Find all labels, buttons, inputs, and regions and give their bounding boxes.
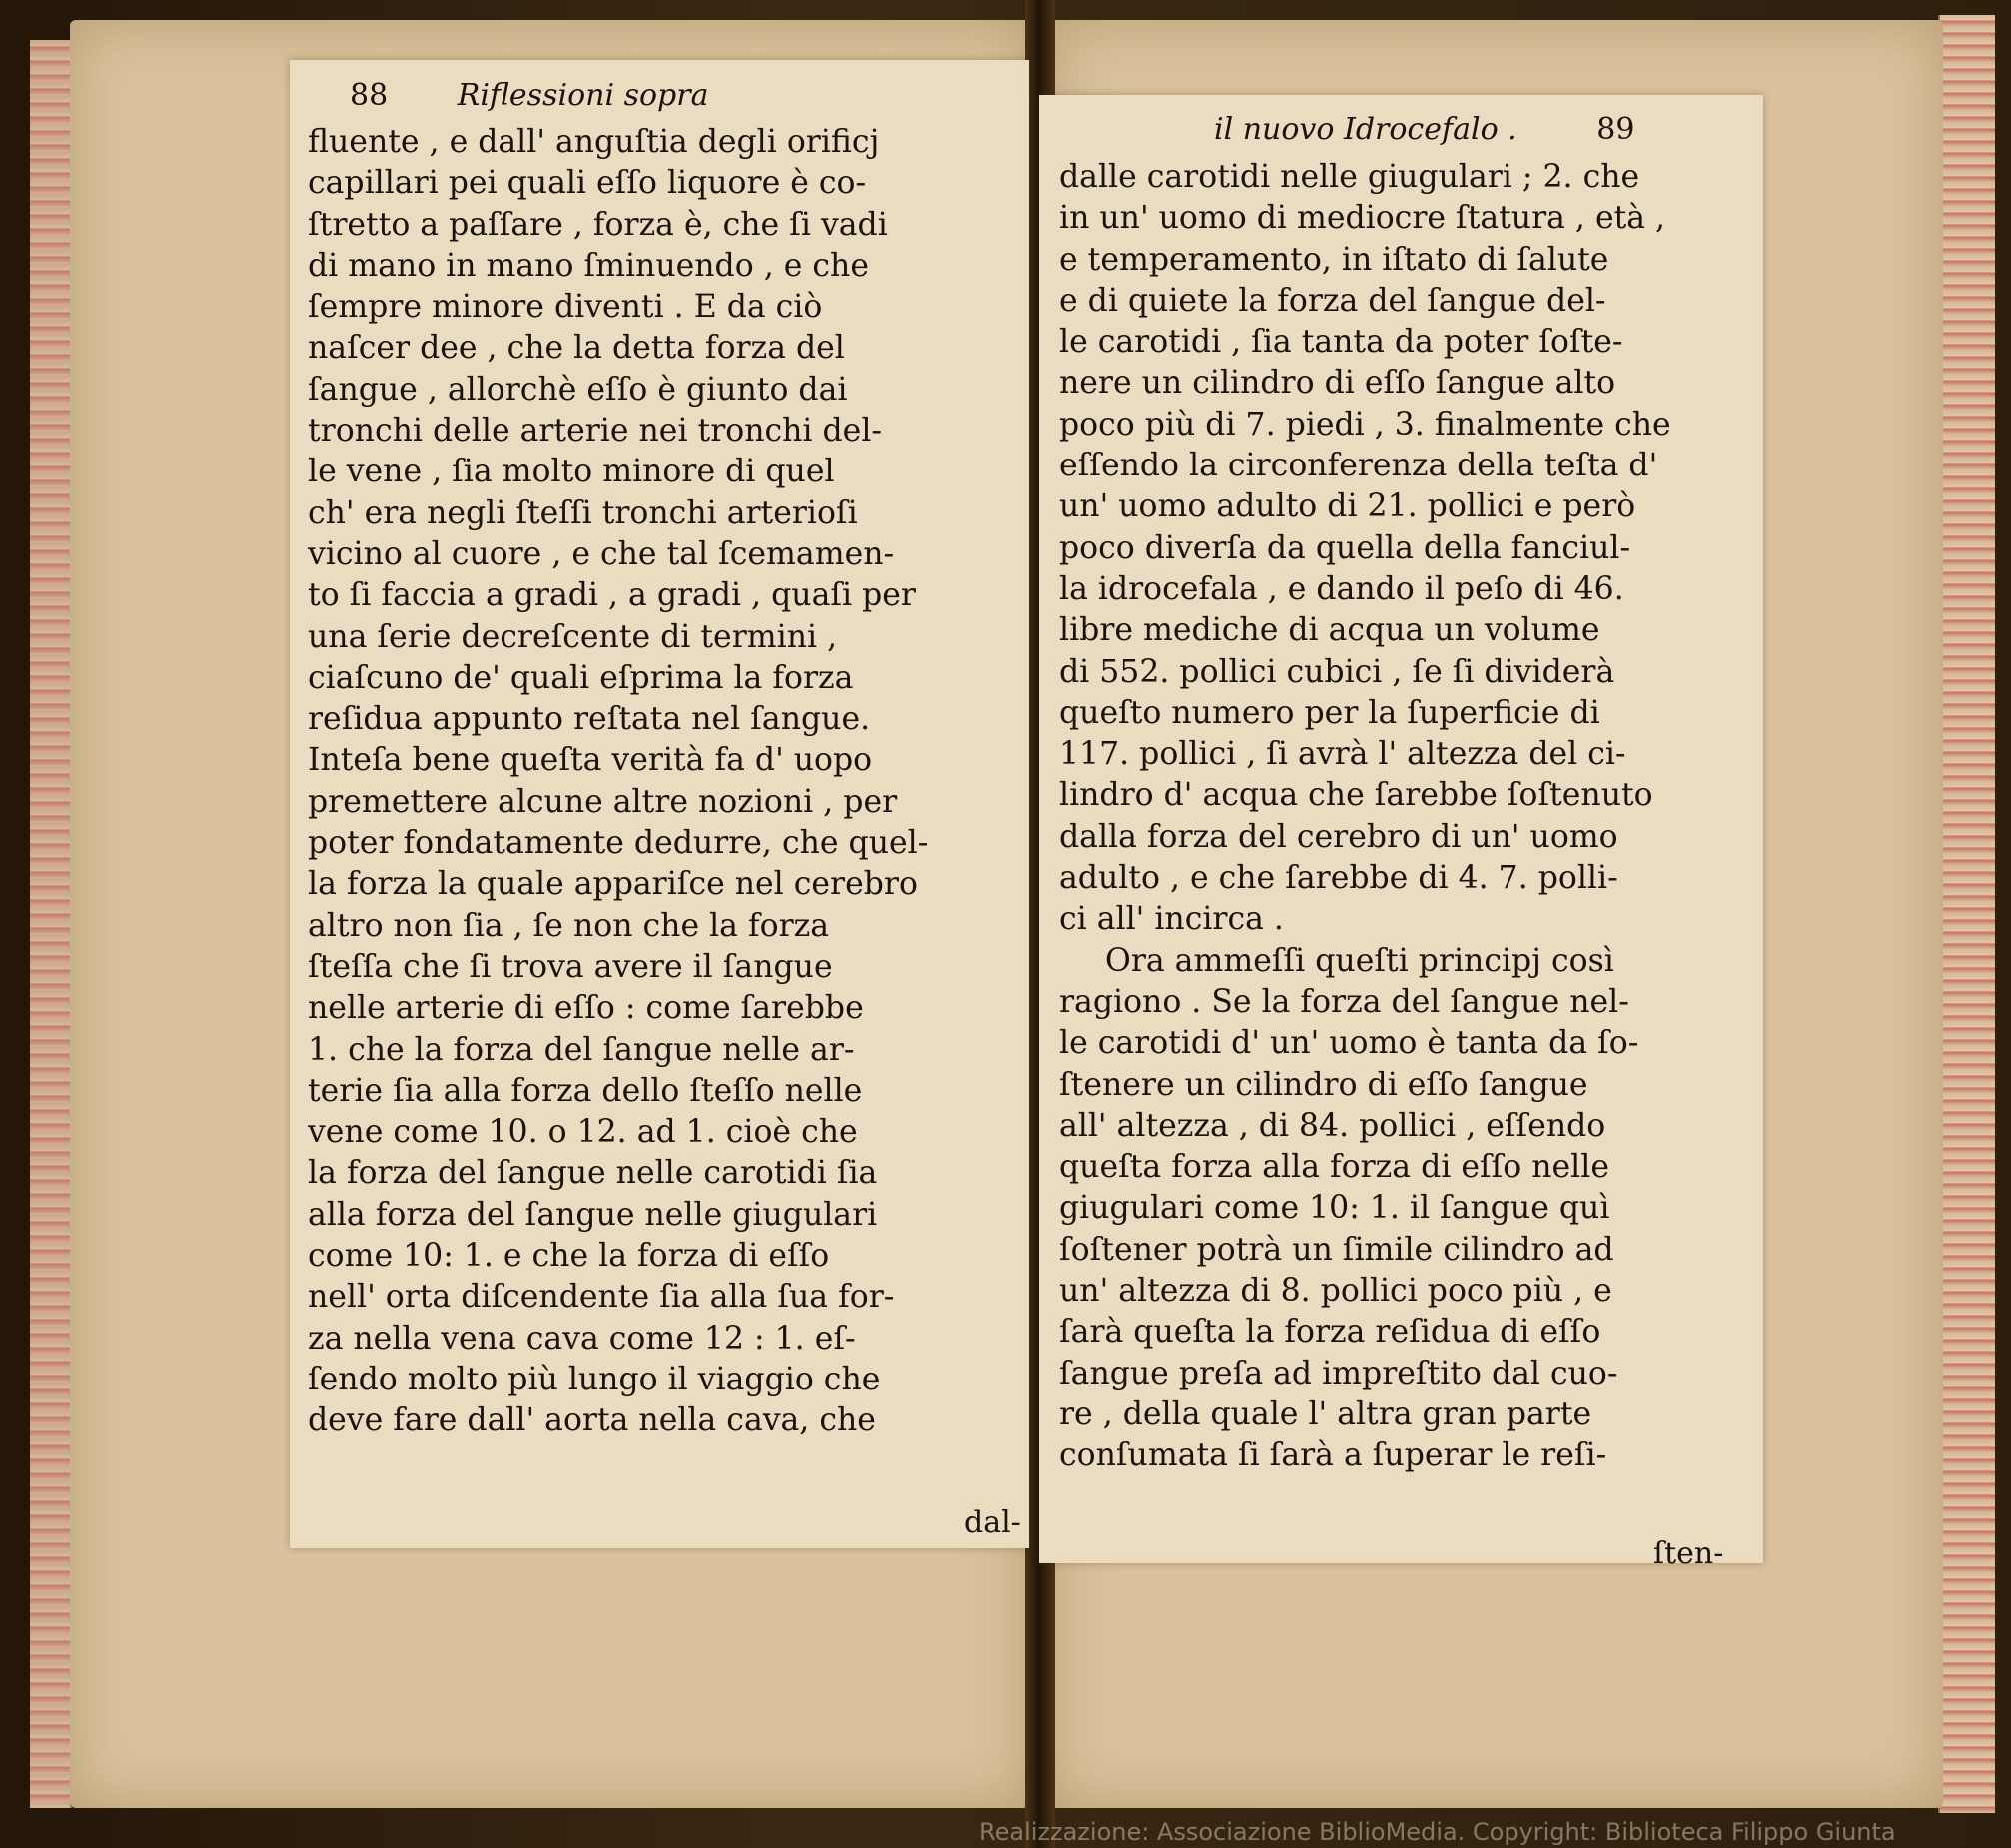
text-line: vicino al cuore , e che tal ſcemamen- — [308, 535, 895, 572]
text-line: altro non ſia , ſe non che la forza — [308, 907, 830, 944]
left-page-number: 88 — [350, 78, 389, 113]
text-line: poco più di 7. piedi , 3. finalmente che — [1059, 406, 1671, 443]
text-line: le vene , ſia molto minore di quel — [308, 454, 835, 490]
text-line: za nella vena cava come 12 : 1. eſ- — [308, 1320, 856, 1357]
text-line: fluente , e dall' anguſtia degli orificj — [308, 124, 880, 160]
text-line: 117. pollici , ſi avrà l' altezza del ci- — [1059, 736, 1626, 773]
text-line: ch' era negli ſteſſi tronchi arterioſi — [308, 494, 858, 531]
text-line: e temperamento, in iſtato di ſalute — [1059, 241, 1609, 278]
text-line: Inteſa bene queſta verità fa d' uopo — [308, 742, 873, 779]
text-line: conſumata ſi ſarà a ſuperar le reſi- — [1059, 1437, 1607, 1474]
text-line: adulto , e che ſarebbe di 4. 7. polli- — [1059, 860, 1618, 897]
text-line: re , della quale l' altra gran parte — [1059, 1395, 1592, 1432]
text-line: Ora ammeſſi queſti principj così — [1105, 942, 1614, 979]
text-line: ſendo molto più lungo il viaggio che — [308, 1361, 881, 1397]
text-line: le carotidi d' un' uomo è tanta da ſo- — [1059, 1025, 1639, 1062]
text-line: ragiono . Se la forza del ſangue nel- — [1059, 983, 1629, 1020]
text-line: e di quiete la forza del ſangue del- — [1059, 282, 1606, 319]
left-running-header — [350, 78, 708, 113]
left-page-edges — [30, 40, 72, 1808]
text-line: dalle carotidi nelle giugulari ; 2. che — [1059, 159, 1640, 195]
text-line: ſarà queſta la forza reſidua di eſſo — [1059, 1314, 1601, 1351]
text-line: un' uomo adulto di 21. pollici e però — [1059, 488, 1636, 525]
text-line: di 552. pollici cubici , ſe ſi dividerà — [1059, 653, 1615, 690]
text-line: ſangue , allorchè eſſo è giunto dai — [308, 371, 848, 408]
right-catchword: ſten- — [1653, 1536, 1724, 1571]
text-line: ſtretto a paſſare , forza è, che ſi vadi — [308, 206, 888, 243]
text-line: terie ſia alla forza dello ſteſſo nelle — [308, 1072, 863, 1109]
right-page-text — [1059, 157, 1776, 1477]
text-line: una ſerie decreſcente di termini , — [308, 618, 838, 655]
text-line: ſteſſa che ſi trova avere il ſangue — [308, 948, 833, 985]
text-line: deve fare dall' aorta nella cava, che — [308, 1402, 876, 1439]
left-catchword: dal- — [964, 1505, 1021, 1540]
text-line: dalla forza del cerebro di un' uomo — [1059, 818, 1618, 855]
text-line: poter fondatamente dedurre, che quel- — [308, 825, 929, 862]
left-running-head: Riflessioni sopra — [457, 78, 709, 113]
right-page-edges — [1938, 15, 1995, 1813]
text-line: di mano in mano ſminuendo , e che — [308, 247, 869, 284]
left-page-text — [308, 122, 1019, 1442]
text-line: ci all' incirca . — [1059, 901, 1284, 938]
right-running-header — [1214, 112, 1634, 147]
text-line: eſſendo la circonferenza della teſta d' — [1059, 448, 1658, 484]
text-line: lindro d' acqua che ſarebbe ſoſtenuto — [1059, 777, 1653, 814]
text-line: reſidua appunto reſtata nel ſangue. — [308, 701, 871, 738]
text-line: tronchi delle arterie nei tronchi del- — [308, 413, 883, 450]
text-line: ſangue preſa ad impreſtito dal cuo- — [1059, 1355, 1618, 1391]
text-line: vene come 10. o 12. ad 1. cioè che — [308, 1114, 858, 1151]
text-line: ciaſcuno de' quali eſprima la forza — [308, 659, 854, 696]
text-line: ſtenere un cilindro di eſſo ſangue — [1059, 1066, 1588, 1103]
text-line: libre mediche di acqua un volume — [1059, 612, 1600, 649]
text-line: la idrocefala , e dando il peſo di 46. — [1059, 570, 1624, 607]
text-line: nelle arterie di eſſo : come ſarebbe — [308, 990, 864, 1027]
text-line: poco diverſa da quella della fanciul- — [1059, 529, 1631, 566]
text-line: le carotidi , ſia tanta da poter ſoſte- — [1059, 324, 1623, 361]
text-line: 1. che la forza del ſangue nelle ar- — [308, 1031, 855, 1068]
text-line: ſempre minore diventi . E da ciò — [308, 289, 823, 326]
text-line: nell' orta diſcendente ſia alla ſua for- — [308, 1279, 895, 1316]
text-line: come 10: 1. e che la forza di eſſo — [308, 1238, 830, 1275]
text-line: queſto numero per la ſuperficie di — [1059, 694, 1600, 731]
text-line: la forza la quale appariſce nel cerebro — [308, 866, 918, 903]
text-line: all' altezza , di 84. pollici , eſſendo — [1059, 1107, 1606, 1144]
text-line: naſcer dee , che la detta forza del — [308, 330, 845, 367]
copyright-watermark: Realizzazione: Associazione BiblioMedia. Copyright: Biblioteca Filippo Giunta — [979, 1818, 1896, 1846]
text-line: un' altezza di 8. pollici poco più , e — [1059, 1273, 1612, 1310]
right-running-head: il nuovo Idrocefalo . — [1214, 112, 1517, 147]
text-line: queſta forza alla forza di eſſo nelle — [1059, 1149, 1609, 1186]
text-line: ſoſtener potrà un ſimile cilindro ad — [1059, 1231, 1614, 1268]
text-line: la forza del ſangue nelle carotidi ſia — [308, 1155, 878, 1192]
text-line: premettere alcune altre nozioni , per — [308, 783, 898, 820]
right-page-number: 89 — [1596, 112, 1635, 147]
text-line: in un' uomo di mediocre ſtatura , età , — [1059, 200, 1666, 237]
text-line: alla forza del ſangue nelle giugulari — [308, 1196, 878, 1233]
text-line: to ſi faccia a gradi , a gradi , quaſi per — [308, 577, 916, 614]
text-line: nere un cilindro di eſſo ſangue alto — [1059, 365, 1616, 402]
text-line: giugulari come 10: 1. il ſangue quì — [1059, 1190, 1610, 1227]
text-line: capillari pei quali eſſo liquore è co- — [308, 165, 867, 202]
